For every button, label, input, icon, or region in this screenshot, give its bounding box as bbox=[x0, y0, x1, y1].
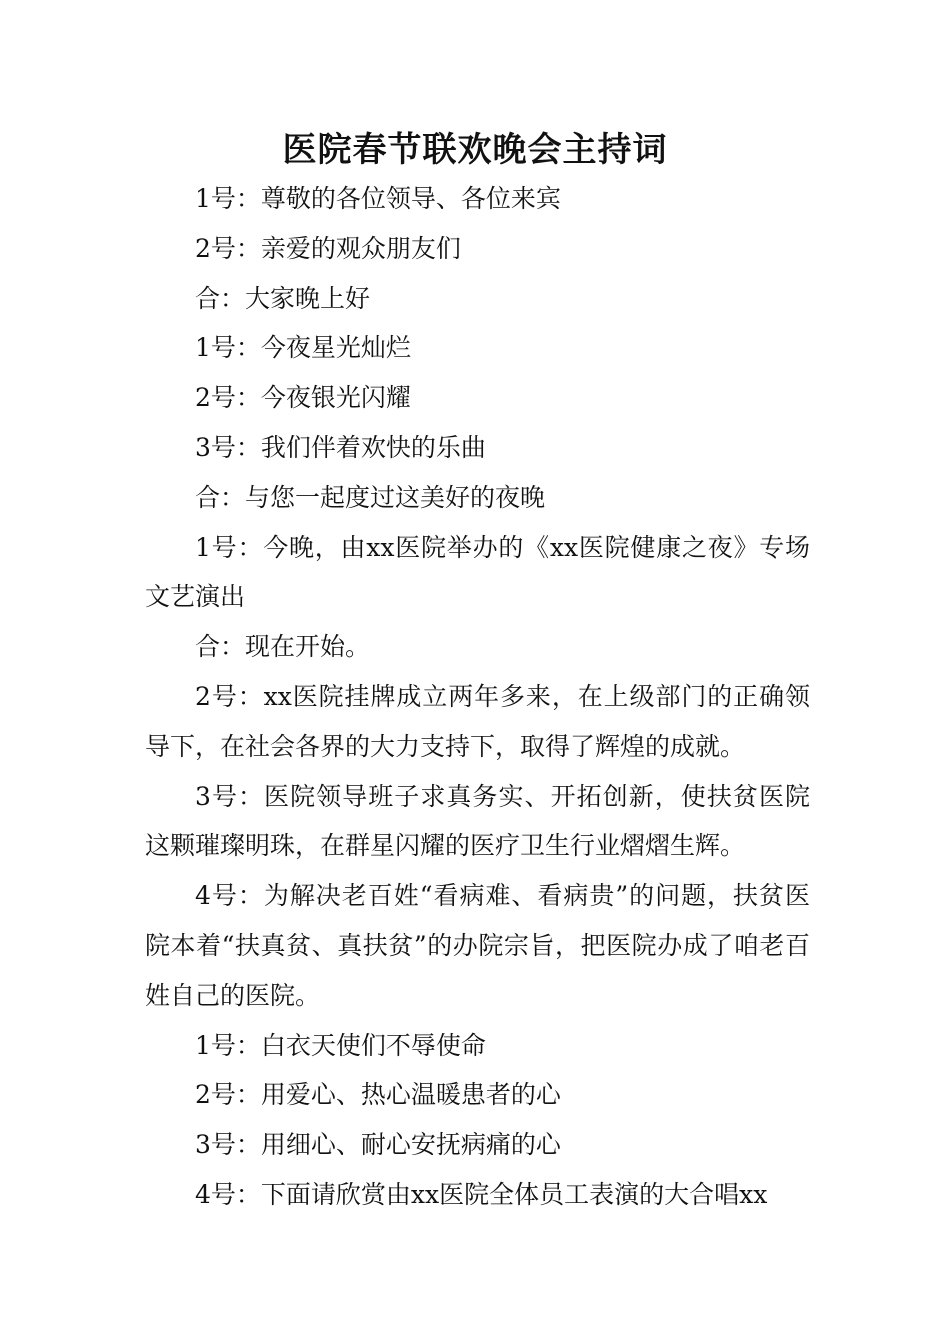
paragraph: 2号：亲爱的观众朋友们 bbox=[195, 233, 461, 263]
paragraph: 2号：xx医院挂牌成立两年多来，在上级部门的正确领导下，在社会各界的大力支持下，取得了辉煌的成就。 bbox=[145, 681, 810, 761]
paragraph: 4号：下面请欣赏由xx医院全体员工表演的大合唱xx bbox=[195, 1179, 768, 1209]
document-title: 医院春节联欢晚会主持词 bbox=[282, 130, 668, 170]
paragraph: 3号：我们伴着欢快的乐曲 bbox=[195, 432, 486, 462]
paragraph: 1号：尊敬的各位领导、各位来宾 bbox=[195, 184, 561, 213]
paragraph: 1号：白衣天使们不辱使命 bbox=[195, 1030, 486, 1060]
paragraph: 3号：用细心、耐心安抚病痛的心 bbox=[195, 1130, 561, 1160]
paragraph: 合：现在开始。 bbox=[195, 632, 371, 662]
paragraph: 1号：今夜星光灿烂 bbox=[195, 333, 411, 363]
paragraph: 2号：今夜银光闪耀 bbox=[195, 383, 411, 413]
paragraph: 4号：为解决老百姓“看病难、看病贵”的问题，扶贫医院本着“扶真贫、真扶贫”的办院宗旨，把医院办成了咱老百姓自己的医院。 bbox=[145, 881, 810, 1010]
paragraph: 1号：今晚，由xx医院举办的《xx医院健康之夜》专场文艺演出 bbox=[145, 532, 810, 612]
paragraph: 合：大家晚上好 bbox=[195, 283, 371, 313]
paragraph: 3号：医院领导班子求真务实、开拓创新，使扶贫医院这颗璀璨明珠，在群星闪耀的医疗卫生行业熠熠生辉。 bbox=[145, 781, 810, 861]
paragraph: 2号：用爱心、热心温暖患者的心 bbox=[195, 1080, 561, 1110]
document-body bbox=[145, 174, 810, 1220]
paragraph: 合：与您一起度过这美好的夜晚 bbox=[195, 482, 546, 512]
